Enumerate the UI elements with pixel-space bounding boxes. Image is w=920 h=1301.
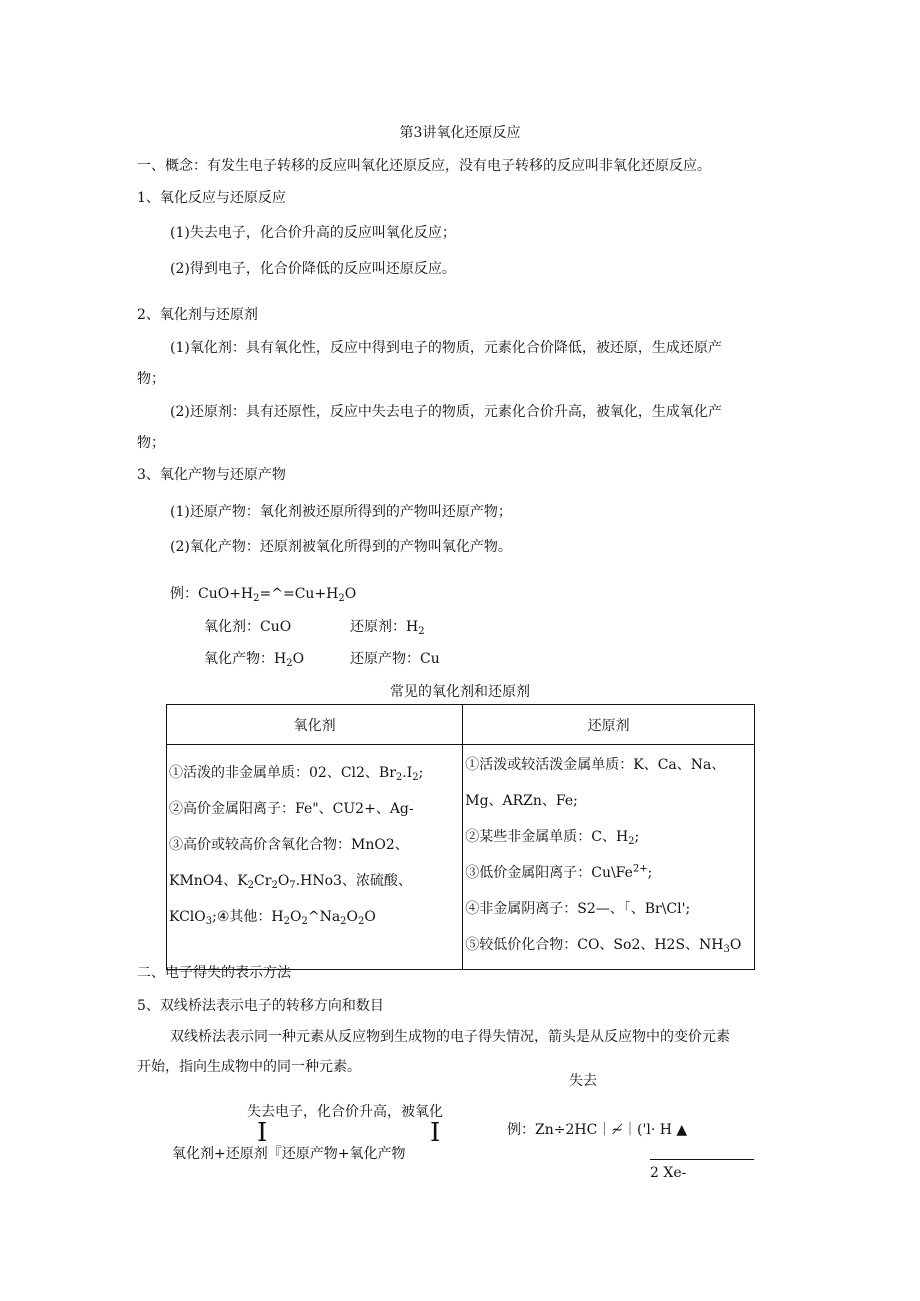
section3-heading: 3、氧化产物与还原产物 (137, 467, 286, 483)
diagram-underline (650, 1159, 754, 1160)
oxidant-line-1: ①活泼的非金属单质：02、Cl2、$Br_2.I_2$; (169, 765, 424, 783)
example-oxidation-product: 氧化产物：$H_2O$ (204, 651, 305, 669)
diagram-marker-left: I (257, 1118, 268, 1148)
section5-paragraph-cont: 开始，指向生成物中的同一种元素。 (137, 1059, 361, 1075)
oxidant-cell (167, 745, 463, 970)
section2-item-1: (1)氧化剂：具有氧化性，反应中得到电子的物质，元素化合价降低，被还原，生成还原产 (170, 340, 722, 356)
section3-item-1: (1)还原产物：氧化剂被还原所得到的产物叫还原产物； (170, 504, 512, 520)
diagram-example-equation: 例：Zn÷2HC｜≁｜('l· H ▲ (507, 1122, 688, 1138)
diagram-top-label: 失去电子，化合价升高，被氧化 (247, 1104, 443, 1120)
reductant-cell (463, 745, 755, 970)
reductant-line-6: ⑤较低价化合物：CO、So2、H2S、$NH_3O$ (465, 937, 742, 955)
table-header-reductant: 还原剂 (463, 705, 755, 745)
concept-line: 一、概念：有发生电子转移的反应叫氧化还原反应，没有电子转移的反应叫非氧化还原反应。 (137, 158, 711, 174)
table-caption: 常见的氧化剂和还原剂 (390, 684, 530, 700)
part2-heading: 二、电子得失的表示方法 (137, 965, 291, 981)
section2-item-1-cont: 物； (137, 371, 165, 387)
example-reduction-product: 还原产物：Cu (350, 651, 440, 667)
example-oxidant: 氧化剂：CuO (204, 619, 292, 635)
oxidant-line-3: ③高价或较高价含氧化合物：MnO2、 (169, 837, 409, 853)
section3-item-2: (2)氧化产物：还原剂被氧化所得到的产物叫氧化产物。 (170, 539, 512, 555)
oxidant-reductant-table (166, 704, 755, 970)
diagram-bottom-label: 氧化剂+还原剂『还原产物+氧化产物 (172, 1146, 406, 1162)
example-reductant: 还原剂：$H_2$ (350, 619, 425, 637)
reductant-line-1: ①活泼或较活泼金属单质：K、Ca、Na、 (465, 757, 726, 773)
diagram-electron-count: 2 Xe- (650, 1165, 687, 1181)
section5-heading: 5、双线桥法表示电子的转移方向和数目 (137, 998, 384, 1014)
reductant-line-4: ③低价金属阳离子：$Cu\backslash Fe^{2+}$; (465, 863, 653, 881)
section1-item-2: (2)得到电子，化合价降低的反应叫还原反应。 (170, 261, 456, 277)
oxidant-line-4: KMnO4、$K_2Cr_2O_7.HNo3$、浓硫酸、 (169, 873, 412, 891)
section2-item-2-cont: 物； (137, 435, 165, 451)
oxidant-line-5: KClO$_3$;④其他：$H_2O_2\^{}Na_2O_2O$ (169, 909, 376, 927)
oxidant-line-2: ②高价金属阳离子：Fe"、CU2+、Ag- (169, 801, 414, 817)
reductant-line-3: ②某些非金属单质：C、$H_2$; (465, 829, 640, 847)
section1-heading: 1、氧化反应与还原反应 (137, 190, 286, 206)
example-equation: 例：$CuO+H_2=\^{}=Cu+H_2O$ (170, 586, 357, 604)
reductant-line-5: ④非金属阴离子：S2—、「、Br\Cl'; (465, 901, 691, 917)
diagram-marker-right: I (430, 1118, 441, 1148)
section1-item-1: (1)失去电子，化合价升高的反应叫氧化反应； (170, 225, 456, 241)
page-title: 第3讲氧化还原反应 (399, 125, 521, 141)
diagram-lost-label: 失去 (569, 1073, 597, 1089)
section5-paragraph: 双线桥法表示同一种元素从反应物到生成物的电子得失情况，箭头是从反应物中的变价元素 (170, 1029, 730, 1045)
section2-heading: 2、氧化剂与还原剂 (137, 307, 258, 323)
reductant-line-2: Mg、ARZn、Fe; (465, 793, 578, 809)
section2-item-2: (2)还原剂：具有还原性，反应中失去电子的物质，元素化合价升高，被氧化，生成氧化产 (170, 404, 722, 420)
table-header-oxidant: 氧化剂 (167, 705, 463, 745)
